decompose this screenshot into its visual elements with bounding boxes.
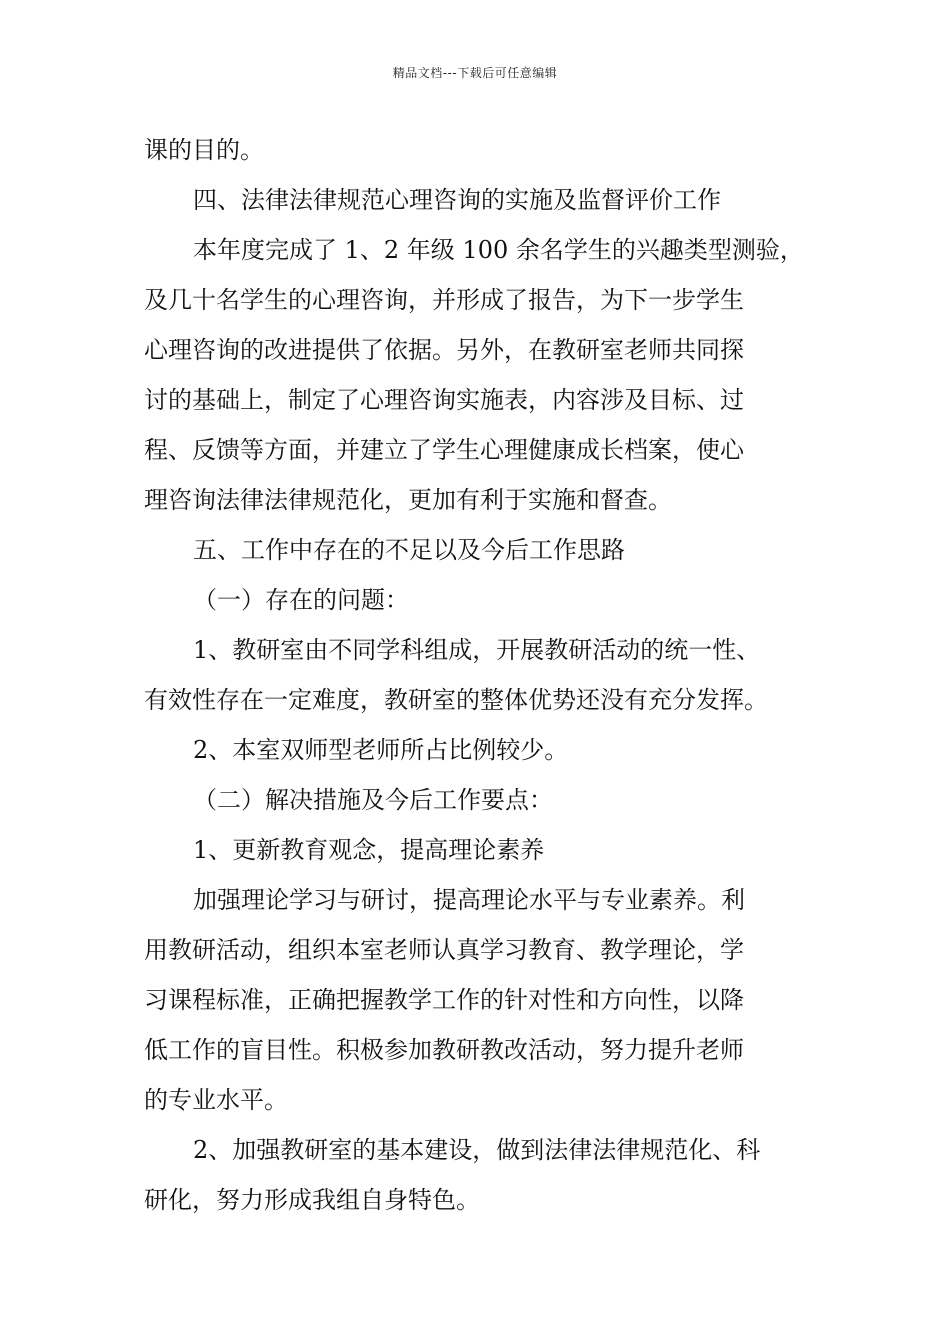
paragraph-line: 课的目的。 [144, 136, 264, 164]
paragraph-line: 1、教研室由不同学科组成，开展教研活动的统一性、 [193, 636, 761, 664]
paragraph-line: 理咨询法律法律规范化，更加有利于实施和督查。 [144, 486, 672, 514]
paragraph-line: 用教研活动，组织本室老师认真学习教育、教学理论，学 [144, 936, 744, 964]
paragraph-line: 程、反馈等方面，并建立了学生心理健康成长档案，使心 [144, 436, 744, 464]
paragraph-line: 及几十名学生的心理咨询，并形成了报告，为下一步学生 [144, 286, 744, 314]
subsection-heading-1: （一）存在的问题： [193, 586, 409, 614]
page-header: 精品文档---下载后可任意编辑 [392, 66, 558, 80]
list-item-heading: 1、更新教育观念，提高理论素养 [193, 836, 545, 864]
body-text [144, 125, 834, 1225]
paragraph-line: 的专业水平。 [144, 1086, 288, 1114]
paragraph-line: 心理咨询的改进提供了依据。另外，在教研室老师共同探 [144, 336, 744, 364]
section-heading-5: 五、工作中存在的不足以及今后工作思路 [193, 536, 625, 564]
subsection-heading-2: （二）解决措施及今后工作要点： [193, 786, 553, 814]
paragraph-line: 加强理论学习与研讨，提高理论水平与专业素养。利 [193, 886, 745, 914]
paragraph-line: 本年度完成了 1、2 年级 100 余名学生的兴趣类型测验， [193, 236, 804, 264]
paragraph-line: 讨的基础上，制定了心理咨询实施表，内容涉及目标、过 [144, 386, 744, 414]
section-heading-4: 四、法律法律规范心理咨询的实施及监督评价工作 [193, 186, 721, 214]
paragraph-line: 有效性存在一定难度，教研室的整体优势还没有充分发挥。 [144, 686, 768, 714]
paragraph-line: 习课程标准，正确把握教学工作的针对性和方向性，以降 [144, 986, 744, 1014]
paragraph-line: 研化，努力形成我组自身特色。 [144, 1186, 480, 1214]
list-item-heading: 2、加强教研室的基本建设，做到法律法律规范化、科 [193, 1136, 761, 1164]
paragraph-line: 低工作的盲目性。积极参加教研教改活动，努力提升老师 [144, 1036, 744, 1064]
paragraph-line: 2、本室双师型老师所占比例较少。 [193, 736, 569, 764]
